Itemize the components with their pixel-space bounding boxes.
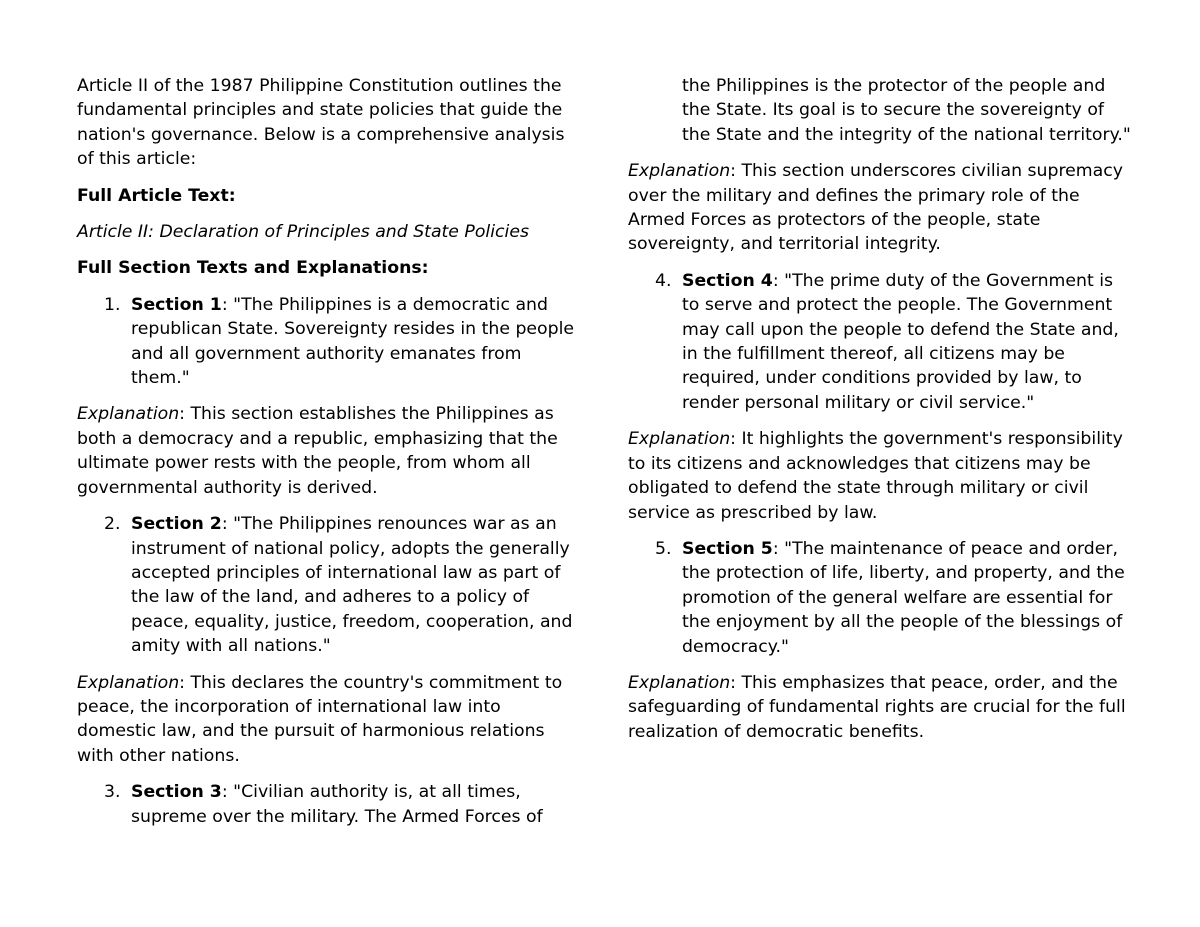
section-5-item: [628, 537, 1133, 659]
section-text: : "The prime duty of the Government is to serve and protect the people. The Government may call upon the people to defend the State and, in the fulfillment thereof, all citizens may be required, under conditions provided by law, to render personal military or civil service.": [682, 270, 1119, 413]
section-number: 4.: [655, 270, 672, 291]
explanation-text: : This section underscores civilian supremacy over the military and defines the primary role of the Armed Forces as protectors of the people, state sovereignty, and territorial integrity.: [628, 161, 1123, 255]
section-3-explanation: [628, 159, 1133, 257]
section-text: : "Civilian authority is, at all times, supreme over the military. The Armed Forces of: [131, 782, 543, 827]
article-title: Article II: Declaration of Principles and State Policies: [77, 222, 529, 243]
explanation-label: Explanation: [77, 404, 180, 425]
explanation-text: : This emphasizes that peace, order, and the safeguarding of fundamental rights are crucial for the full realization of democratic benefits.: [628, 672, 1126, 742]
section-label: Section 5: [682, 538, 773, 559]
explanation-text: : It highlights the government's responsibility to its citizens and acknowledges that citizens may be obligated to defend the state through military or civil service as prescribed by law.: [628, 429, 1123, 523]
section-text: : "The Philippines renounces war as an instrument of national policy, adopts the generally accepted principles of international law as part of the law of the land, and adheres to a policy of peace, equality, justice, freedom, cooperation, and amity with all nations.": [131, 514, 573, 657]
explanation-label: Explanation: [628, 672, 731, 693]
full-text-heading: Full Article Text:: [77, 185, 236, 206]
section-3-item: [77, 780, 582, 829]
section-label: Section 1: [131, 294, 222, 315]
sections-heading: Full Section Texts and Explanations:: [77, 258, 429, 279]
section-3-continuation: the Philippines is the protector of the people and the State. Its goal is to secure the sovereignty of the State and the integrity of the national territory.": [682, 76, 1131, 145]
section-number: 2.: [104, 514, 121, 535]
right-column: [628, 74, 1133, 756]
section-text: : "The Philippines is a democratic and republican State. Sovereignty resides in the people and all government authority emanates from them.": [131, 294, 575, 389]
explanation-label: Explanation: [628, 429, 731, 450]
section-number: 5.: [655, 538, 672, 559]
explanation-label: Explanation: [77, 672, 180, 693]
section-label: Section 4: [682, 270, 773, 291]
intro-paragraph: Article II of the 1987 Philippine Constitution outlines the fundamental principles and state policies that guide the nation's governance. Below is a comprehensive analysis of this article:: [77, 76, 565, 170]
section-number: 3.: [104, 782, 121, 803]
section-2-explanation: [77, 671, 582, 769]
section-2-item: [77, 512, 582, 658]
explanation-label: Explanation: [628, 161, 731, 182]
left-column: [77, 74, 582, 841]
section-4-explanation: [628, 427, 1133, 525]
section-text: : "The maintenance of peace and order, the protection of life, liberty, and property, and the promotion of the general welfare are essential for the enjoyment by all the people of the blessings of democracy.": [682, 538, 1125, 657]
section-1-explanation: [77, 402, 582, 500]
section-1-item: [77, 293, 582, 391]
explanation-text: : This declares the country's commitment to peace, the incorporation of international law into domestic law, and the pursuit of harmonious relations with other nations.: [77, 672, 563, 766]
explanation-text: : This section establishes the Philippines as both a democracy and a republic, emphasizing that the ultimate power rests with the people, from whom all governmental authority is derived.: [77, 404, 558, 498]
section-4-item: [628, 269, 1133, 415]
section-label: Section 3: [131, 782, 222, 803]
section-number: 1.: [104, 294, 121, 315]
section-5-explanation: [628, 671, 1133, 744]
section-label: Section 2: [131, 514, 222, 535]
